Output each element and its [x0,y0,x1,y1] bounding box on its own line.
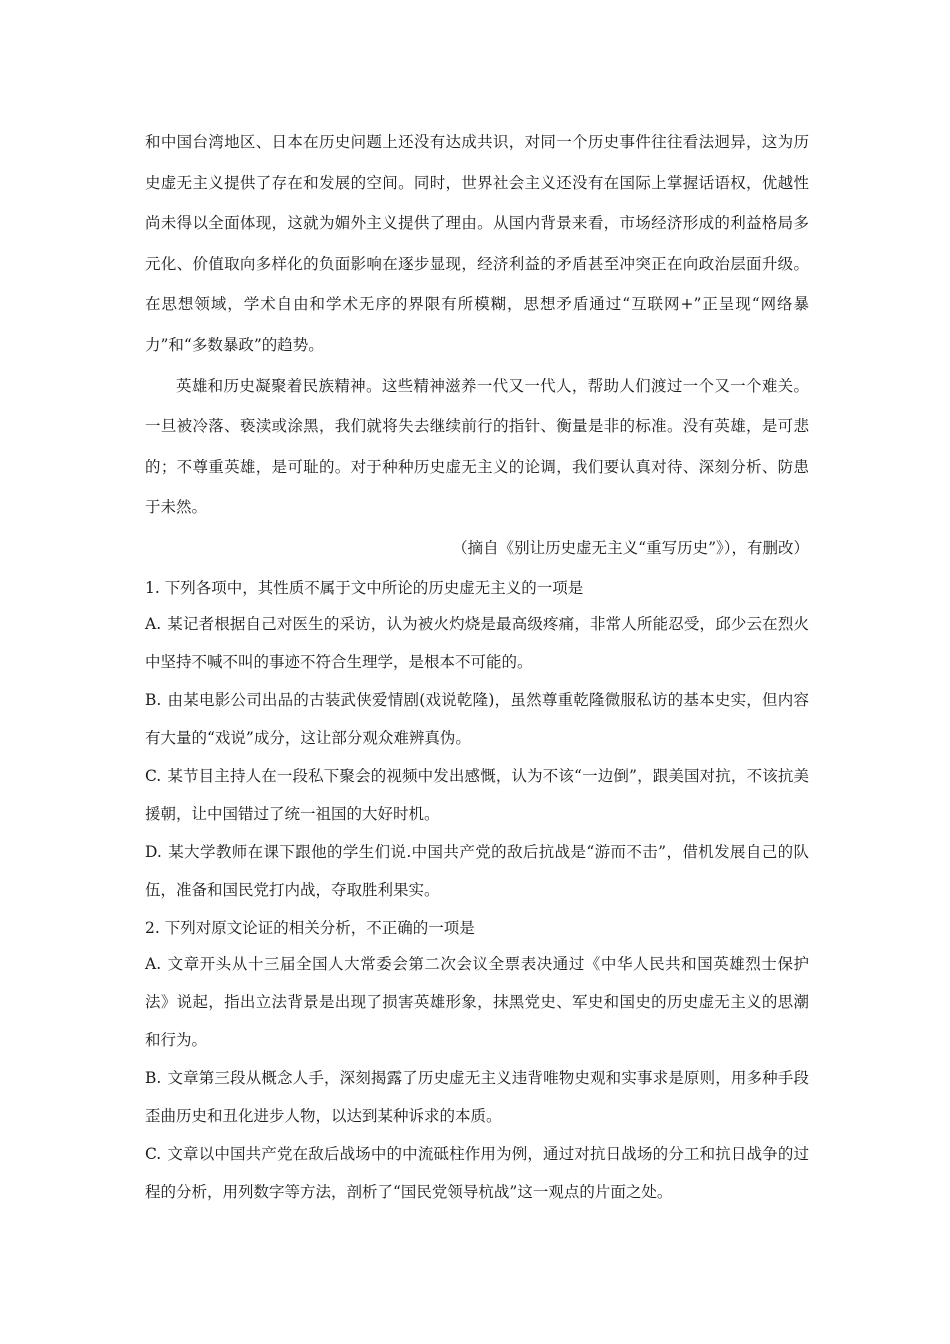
option-letter: D. [145,842,162,861]
question-stem: 1. 下列各项中，其性质不属于文中所论的历史虚无主义的一项是 [145,578,584,597]
document-page [145,122,809,1211]
article-paragraph-1: 和中国台湾地区、日本在历史问题上还没有达成共识，对同一个历史事件往往看法迥异，这为历史虚无主义提供了存在和发展的空间。同时，世界社会主义还没有在国际上掌握话语权，优越性尚未得以全面体现，这就为媚外主义提供了理由。从国内背景来看，市场经济形成的利益格局多元化、价值取向多样化的负面影响在逐步显现，经济利益的矛盾甚至冲突正在向政治层面升级。在思想领域，学术自由和学术无序的界限有所模糊，思想矛盾通过“互联网+”正呈现“网络暴力”和“多数暴政”的趋势。 [145,133,809,354]
option-a [145,605,809,681]
option-a [145,945,809,1059]
option-text: 某大学教师在课下跟他的学生们说.中国共产党的敌后抗战是“游而不击”，借机发展自己的队伍，准备和国民党打内战，夺取胜利果实。 [145,842,809,899]
option-d [145,833,809,909]
option-text: 文章以中国共产党在敌后战场中的中流砥柱作用为例，通过对抗日战场的分工和抗日战争的过程的分析，用列数字等方法，剖析了“国民党领导杭战”这一观点的片面之处。 [145,1144,809,1201]
question-stem: 2. 下列对原文论证的相关分析，不正确的一项是 [145,918,475,937]
option-text: 某记者根据自己对医生的采访，认为被火灼烧是最高级疼痛，非常人所能忍受，邱少云在烈火中坚持不喊不叫的事迹不符合生理学，是根本不可能的。 [145,614,809,671]
option-letter: C. [145,766,162,785]
option-text: 文章第三段从概念人手，深刻揭露了历史虚无主义违背唯物史观和实事求是原则，用多种手段歪曲历史和丑化进步人物，以达到某种诉求的本质。 [145,1068,809,1125]
option-b [145,681,809,757]
option-letter: A. [145,614,162,633]
article-paragraph-2: 英雄和历史凝聚着民族精神。这些精神滋养一代又一代人，帮助人们渡过一个又一个难关。一旦被冷落、亵渎或涂黑，我们就将失去继续前行的指针、衡量是非的标准。没有英雄，是可悲的；不尊重英雄，是可耻的。对于种种历史虚无主义的论调，我们要认真对待、深刻分析、防患于未然。 [145,376,809,517]
option-text: 某节目主持人在一段私下聚会的视频中发出感慨，认为不该“一边倒”，跟美国对抗，不该抗美援朝，让中国错过了统一祖国的大好时机。 [145,766,809,823]
option-text: 由某电影公司出品的古装武侠爱情剧(戏说乾隆)，虽然尊重乾隆微服私访的基本史实，但内容有大量的“戏说”成分，这让部分观众难辨真伪。 [145,690,809,747]
option-text: 文章开头从十三届全国人大常委会第二次会议全票表决通过《中华人民共和国英雄烈士保护法》说起，指出立法背景是出现了损害英雄形象，抹黑党史、军史和国史的历史虚无主义的思潮和行为。 [145,954,809,1049]
option-letter: B. [145,1068,162,1087]
option-letter: A. [145,954,162,973]
option-c [145,757,809,833]
option-letter: B. [145,690,162,709]
article-source: （摘自《别让历史虚无主义“重写历史”》），有删改） [452,538,809,557]
question-2 [145,911,809,1211]
option-c [145,1135,809,1211]
option-b [145,1059,809,1135]
option-letter: C. [145,1144,162,1163]
question-1 [145,571,809,909]
